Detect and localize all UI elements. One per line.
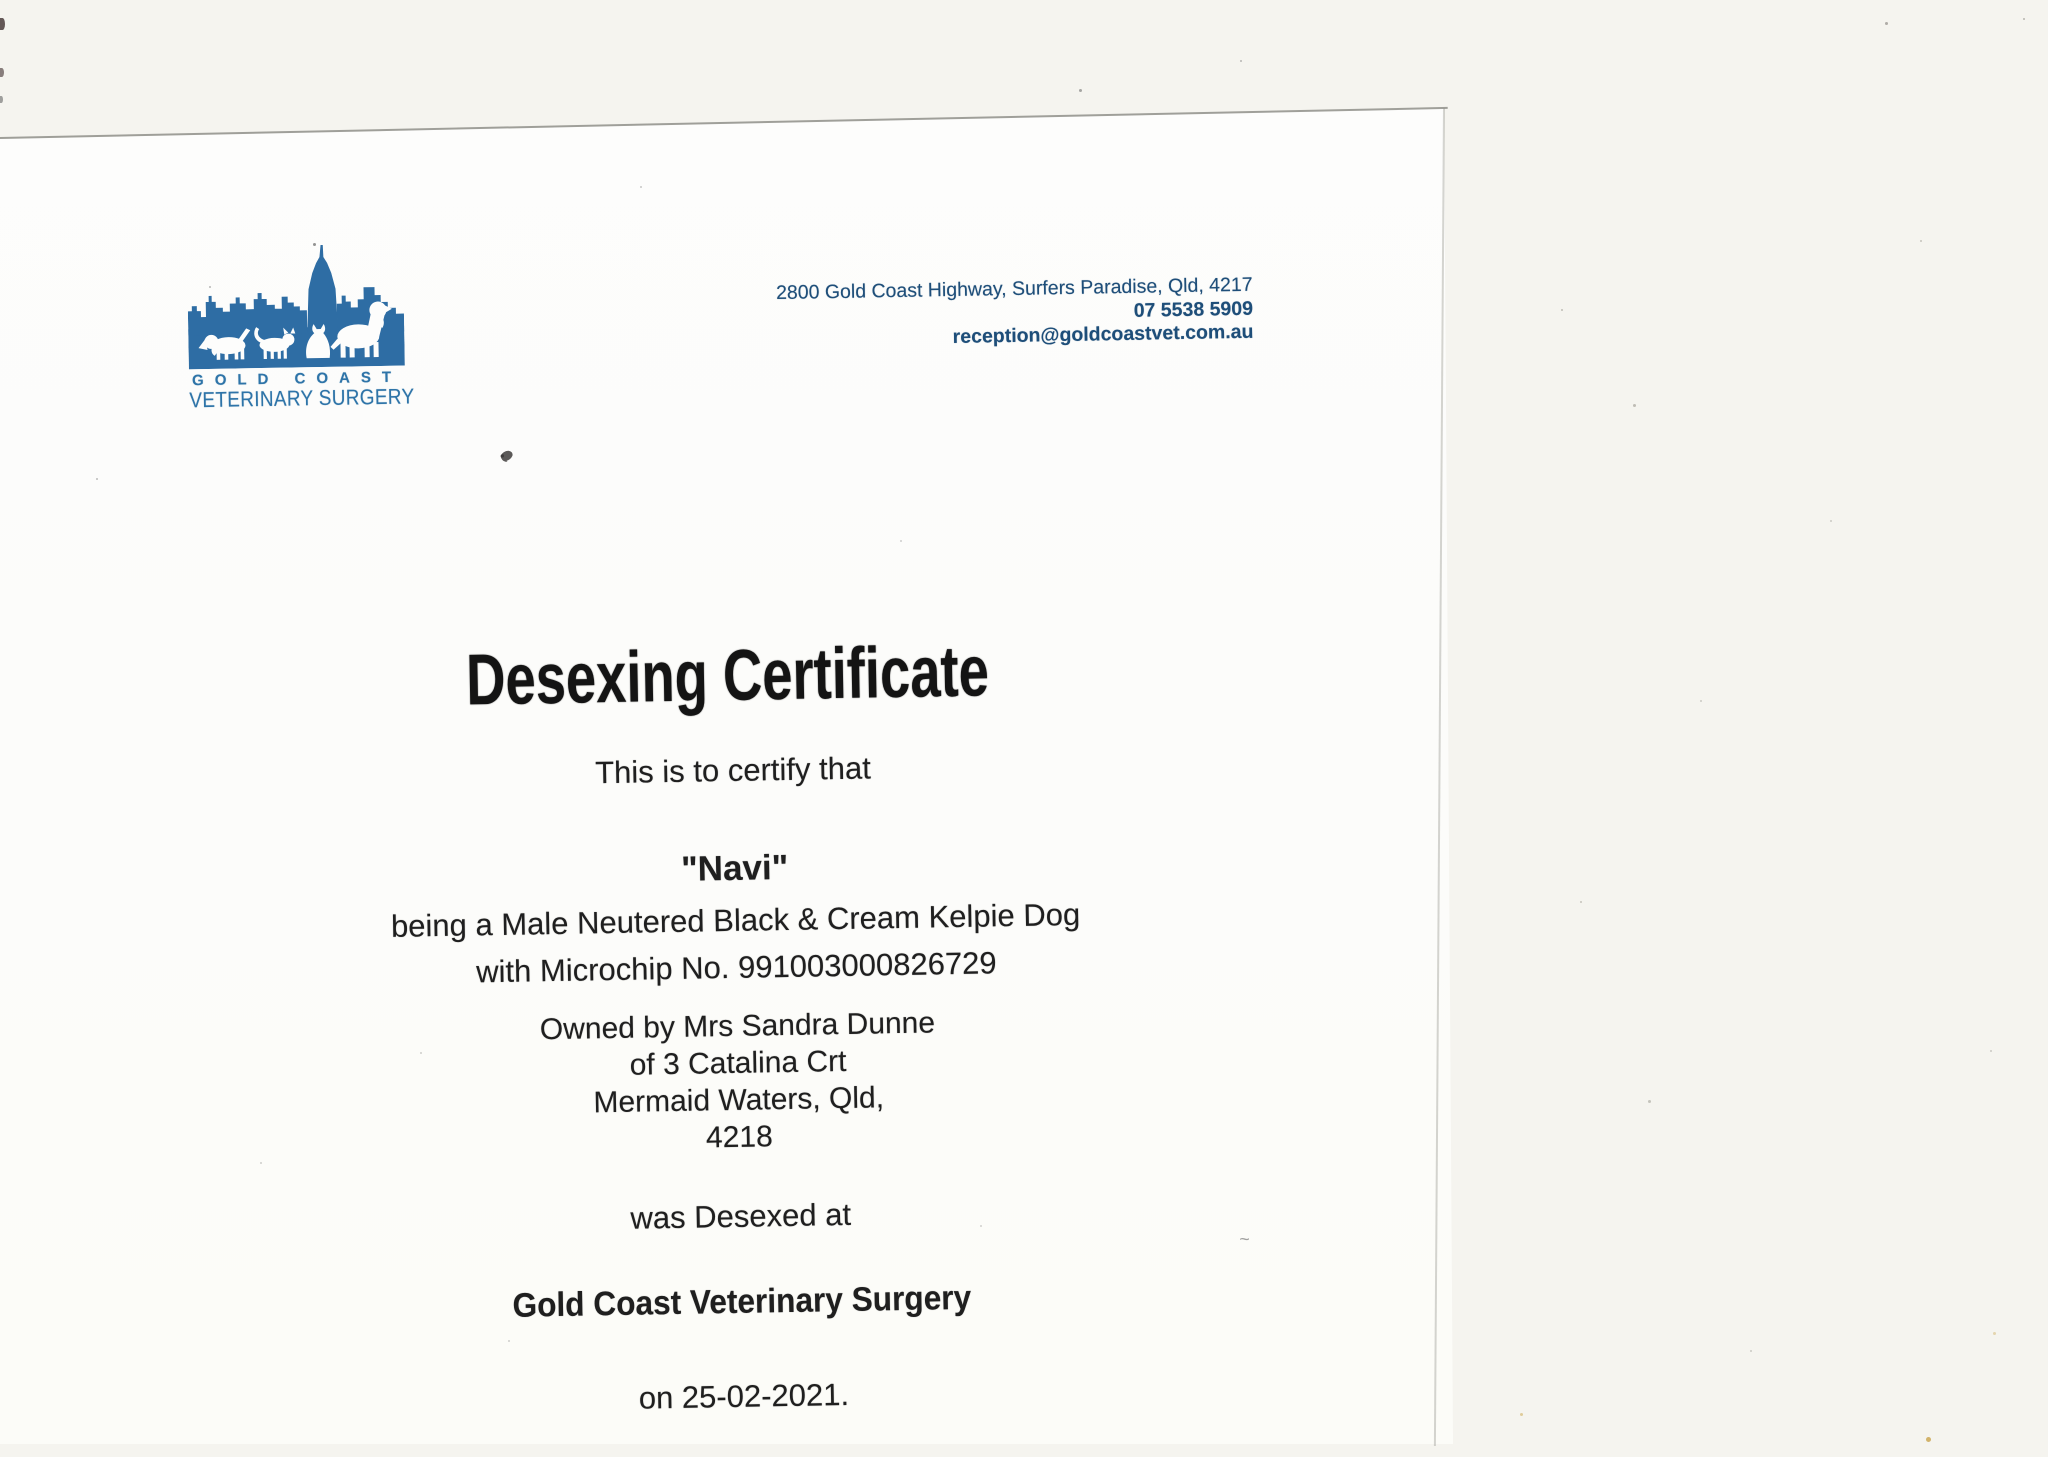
intro-line: This is to certify that — [594, 750, 872, 791]
owner-line4: 4218 — [705, 1120, 774, 1155]
certificate-title-text: Desexing Certificate — [465, 631, 990, 721]
contact-email: reception@goldcoastvet.com.au — [952, 320, 1254, 348]
owner-line2: of 3 Catalina Crt — [629, 1044, 847, 1082]
owner-line1: Owned by Mrs Sandra Dunne — [539, 1006, 936, 1047]
pet-description-line1: being a Male Neutered Black & Cream Kelpie Dog — [390, 896, 1081, 944]
pet-description — [5, 884, 1466, 1003]
pencil-squiggle-artifact: ~ — [1239, 1228, 1250, 1250]
desexed-date-line: on 25-02-2021. — [638, 1376, 850, 1416]
contact-phone: 07 5538 5909 — [1133, 297, 1254, 322]
clinic-name — [12, 1270, 1472, 1334]
pet-description-line2: with Microchip No. 991003000826729 — [475, 945, 997, 990]
desexed-at-label: was Desexed at — [630, 1196, 852, 1236]
pet-name: "Navi" — [680, 847, 789, 889]
contact-address: 2800 Gold Coast Highway, Surfers Paradise, Qld, 4217 — [775, 273, 1253, 305]
scan-noise-speck — [1926, 1437, 1931, 1442]
clinic-name-text: Gold Coast Veterinary Surgery — [512, 1278, 972, 1325]
owner-details — [7, 995, 1469, 1168]
logo-text-gold-coast: GOLD COAST — [191, 368, 403, 390]
logo-text-veterinary-surgery: VETERINARY SURGERY — [189, 384, 415, 413]
owner-line3: Mermaid Waters, Qld, — [593, 1081, 885, 1120]
